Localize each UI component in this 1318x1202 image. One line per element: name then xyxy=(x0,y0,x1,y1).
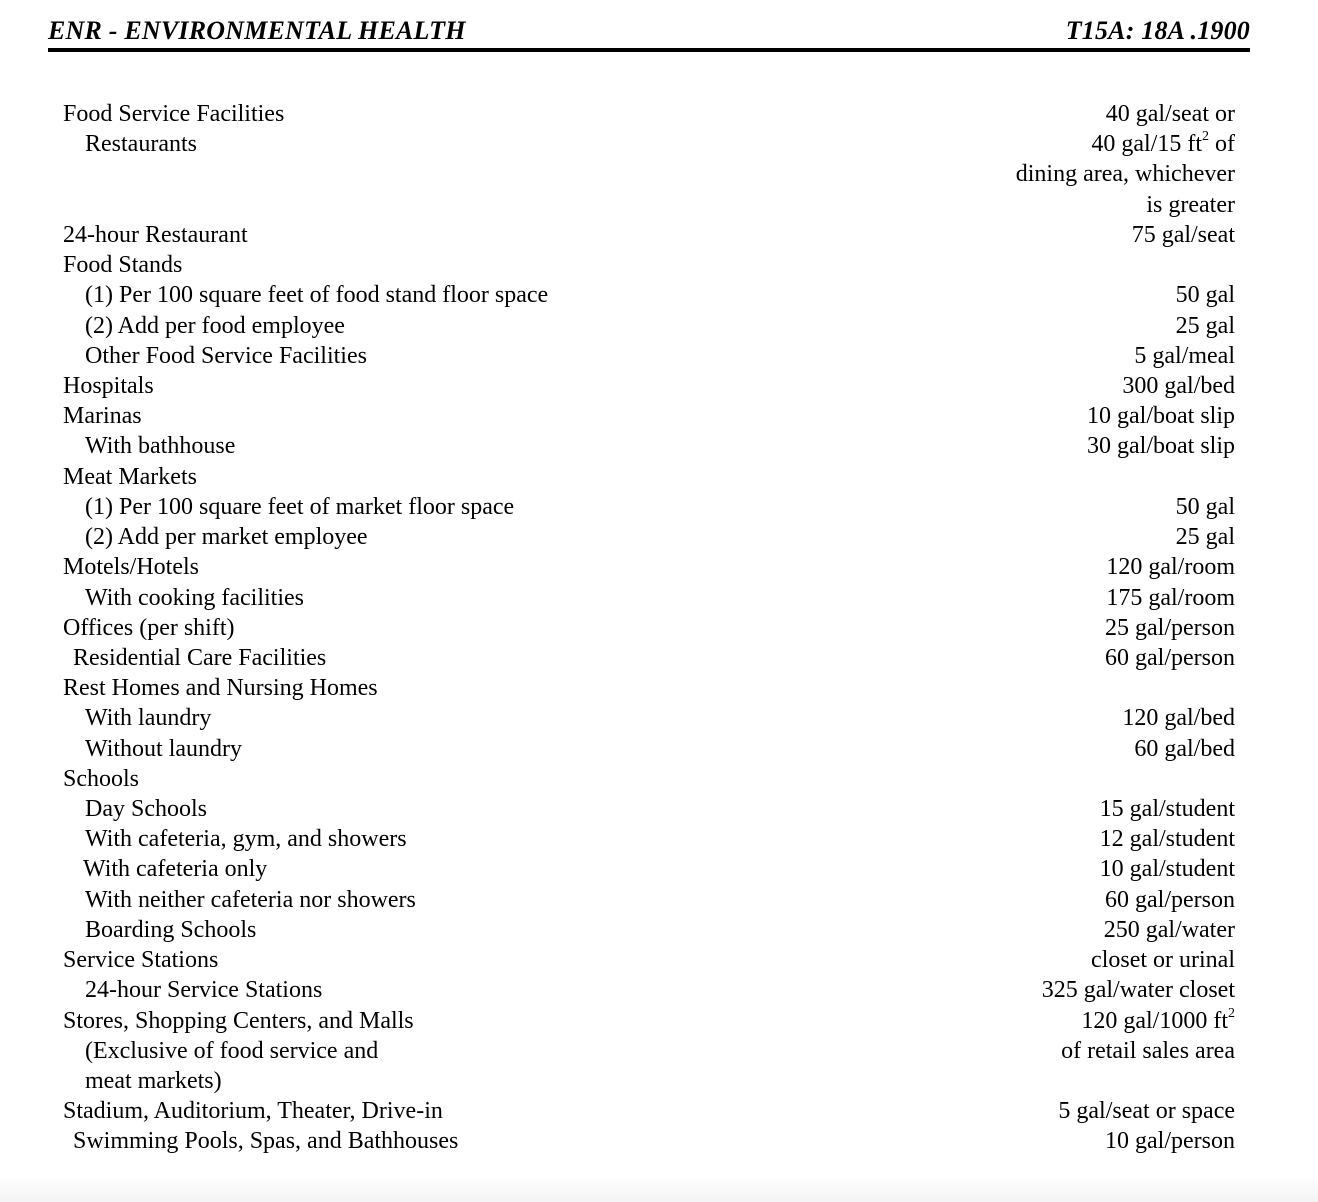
row-value: 10 gal/person xyxy=(1105,1128,1235,1155)
row-label: Offices (per shift) xyxy=(63,614,235,641)
row-label: With cafeteria, gym, and showers xyxy=(85,826,407,853)
row-label: (1) Per 100 square feet of food stand floor space xyxy=(85,282,549,309)
row-value: 60 gal/person xyxy=(1105,886,1235,913)
row-label: Meat Markets xyxy=(63,463,197,490)
row-value: 25 gal xyxy=(1175,312,1235,339)
table-row xyxy=(63,401,1235,431)
row-label: Hospitals xyxy=(63,372,154,399)
table-row xyxy=(63,552,1235,582)
table-row xyxy=(63,885,1235,915)
table-row xyxy=(63,159,1235,189)
page-header xyxy=(48,14,1250,52)
value-text: 120 gal/1000 ft xyxy=(1081,1007,1228,1034)
row-label: 24-hour Restaurant xyxy=(63,221,248,248)
row-value: 25 gal xyxy=(1175,524,1235,551)
value-suffix: of xyxy=(1209,131,1235,158)
row-label: With cooking facilities xyxy=(85,584,304,611)
row-value: of retail sales area xyxy=(1061,1037,1235,1064)
row-value: 250 gal/water xyxy=(1103,916,1235,943)
table-row xyxy=(63,1126,1235,1156)
value-superscript: 2 xyxy=(1228,1005,1235,1021)
table-row xyxy=(63,190,1235,220)
row-label: Swimming Pools, Spas, and Bathhouses xyxy=(73,1128,459,1155)
row-label: Stores, Shopping Centers, and Malls xyxy=(63,1007,414,1034)
value-text: 40 gal/15 ft xyxy=(1091,131,1202,158)
table-row xyxy=(63,1066,1235,1096)
table-row xyxy=(63,794,1235,824)
row-label: With neither cafeteria nor showers xyxy=(85,886,416,913)
row-label: With cafeteria only xyxy=(83,856,268,883)
row-value: closet or urinal xyxy=(1091,947,1235,974)
row-value xyxy=(1081,1006,1235,1036)
row-label: (2) Add per food employee xyxy=(85,312,345,339)
row-value: 175 gal/room xyxy=(1106,584,1235,611)
row-value: 40 gal/seat or xyxy=(1105,101,1235,127)
table-row xyxy=(63,522,1235,552)
table-row xyxy=(63,734,1235,764)
row-label: Motels/Hotels xyxy=(63,554,199,581)
row-label: 24-hour Service Stations xyxy=(85,977,323,1004)
row-label: Rest Homes and Nursing Homes xyxy=(63,675,378,702)
row-value: dining area, whichever xyxy=(1015,161,1235,188)
table-row xyxy=(63,613,1235,643)
table-row xyxy=(63,341,1235,371)
table-row xyxy=(63,643,1235,673)
row-value: 15 gal/student xyxy=(1099,796,1235,823)
table-row xyxy=(63,220,1235,250)
row-value: is greater xyxy=(1146,191,1235,218)
row-label: Without laundry xyxy=(85,735,243,762)
row-value: 10 gal/boat slip xyxy=(1087,403,1235,430)
table-row xyxy=(63,462,1235,492)
table-row xyxy=(63,129,1235,159)
row-label: Restaurants xyxy=(85,131,197,158)
row-value: 120 gal/bed xyxy=(1122,705,1235,732)
row-label: Day Schools xyxy=(85,796,207,823)
header-chapter-title: ENR - ENVIRONMENTAL HEALTH xyxy=(48,16,466,45)
row-value: 60 gal/bed xyxy=(1134,735,1235,762)
row-label: Schools xyxy=(63,765,140,792)
row-value xyxy=(1091,129,1235,159)
table-row xyxy=(63,431,1235,461)
row-label: Stadium, Auditorium, Theater, Drive-in xyxy=(63,1098,443,1125)
row-label: Other Food Service Facilities xyxy=(85,342,367,369)
row-value: 50 gal xyxy=(1175,282,1235,309)
table-row xyxy=(63,945,1235,975)
table-row xyxy=(63,583,1235,613)
row-value: 30 gal/boat slip xyxy=(1087,433,1235,460)
table-row xyxy=(63,1096,1235,1126)
table-row xyxy=(63,764,1235,794)
row-label: meat markets) xyxy=(85,1068,222,1094)
row-label: Residential Care Facilities xyxy=(73,644,327,671)
table-row xyxy=(63,371,1235,401)
row-label: (2) Add per market employee xyxy=(85,524,368,551)
table-row xyxy=(63,492,1235,522)
row-value: 12 gal/student xyxy=(1099,826,1235,853)
row-label: (1) Per 100 square feet of market floor space xyxy=(85,493,515,520)
table-row xyxy=(63,824,1235,854)
page-bottom-shade xyxy=(0,1176,1318,1202)
table-row xyxy=(63,703,1235,733)
row-value: 50 gal xyxy=(1175,493,1235,520)
row-value: 120 gal/room xyxy=(1106,554,1235,581)
table-row xyxy=(63,250,1235,280)
table-row xyxy=(63,1036,1235,1066)
row-value: 300 gal/bed xyxy=(1122,372,1235,399)
header-rule-number: T15A: 18A .1900 xyxy=(1065,16,1250,45)
table-row xyxy=(63,975,1235,1005)
row-value: 25 gal/person xyxy=(1105,614,1235,641)
value-superscript: 2 xyxy=(1202,129,1209,145)
row-label: Boarding Schools xyxy=(85,916,257,943)
row-label: With bathhouse xyxy=(85,433,236,460)
table-row xyxy=(63,311,1235,341)
row-label: Marinas xyxy=(63,403,142,430)
row-value: 5 gal/seat or space xyxy=(1058,1098,1235,1125)
table-row xyxy=(63,915,1235,945)
row-label: Service Stations xyxy=(63,947,219,974)
table-row xyxy=(63,1006,1235,1036)
row-value: 5 gal/meal xyxy=(1134,342,1235,369)
row-label: (Exclusive of food service and xyxy=(85,1037,379,1064)
row-value: 75 gal/seat xyxy=(1131,221,1235,248)
row-label: Food Service Facilities xyxy=(63,101,285,127)
table-row xyxy=(63,99,1235,129)
table-row xyxy=(63,854,1235,884)
table-row xyxy=(63,673,1235,703)
table-row xyxy=(63,280,1235,310)
row-value: 325 gal/water closet xyxy=(1041,977,1235,1004)
row-label: Food Stands xyxy=(63,252,183,279)
row-label: With laundry xyxy=(85,705,212,732)
flow-rate-table xyxy=(63,99,1235,1157)
row-value: 10 gal/student xyxy=(1099,856,1235,883)
row-value: 60 gal/person xyxy=(1105,644,1235,671)
